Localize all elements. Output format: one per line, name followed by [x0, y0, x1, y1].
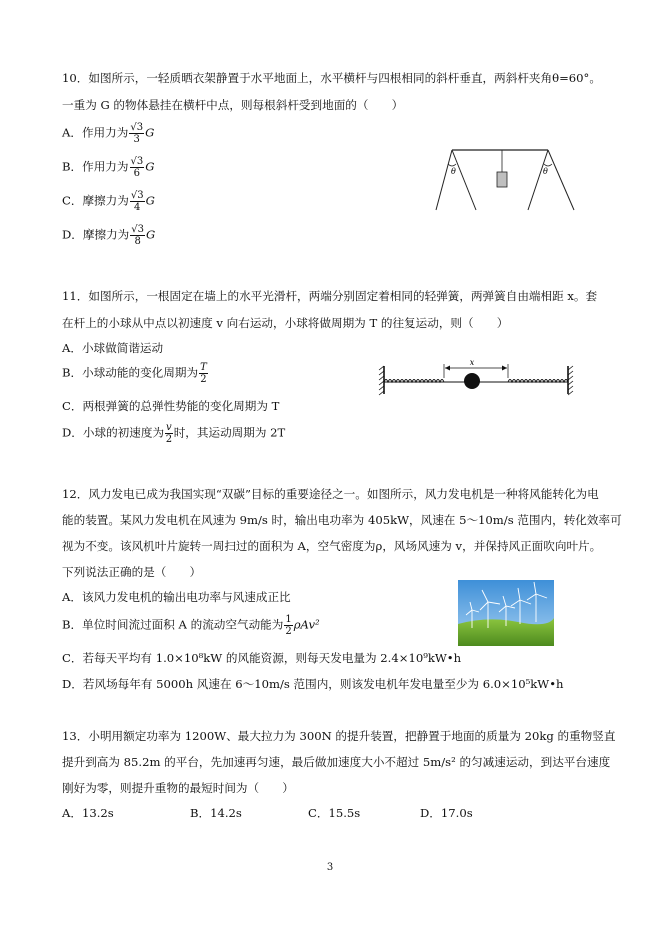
q13-choice-a: A．13.2s [62, 806, 114, 820]
q10-option-a: A．作用力为 $\frac{√3}{3}$ G [62, 122, 155, 145]
q13-choice-c: C．15.5s [308, 806, 361, 820]
q12-option-a: A．该风力发电机的输出电功率与风速成正比 [62, 590, 291, 604]
q11-option-d: D．小球的初速度为 $\frac{v}{2}$ 时，其运动周期为 2T [62, 422, 286, 445]
q10-option-c: C．摩擦力为 $\frac{√3}{4}$ G [62, 190, 155, 213]
q13-line3: 刚好为零，则提升重物的最短时间为（ ） [62, 781, 294, 795]
q11-option-c: C．两根弹簧的总弹性势能的变化周期为 T [62, 399, 280, 413]
x-label: x [469, 358, 475, 367]
q12-option-b: B．单位时间流过面积 A 的流动空气动能为 $\frac{1}{2}$ ρAv² [62, 614, 320, 637]
q12-line3: 视为不变。该风机叶片旋转一周扫过的面积为 A，空气密度为ρ，风场风速为 v，并保持风正面吹向叶片。 [62, 539, 602, 553]
spring-ball-figure [378, 358, 574, 396]
q12-line4: 下列说法正确的是（ ） [62, 565, 202, 579]
theta-label-left: θ [451, 167, 456, 176]
q12-option-c: C．若每天平均有 1.0×10⁸kW 的风能资源，则每天发电量为 2.4×10⁹kW•h [62, 651, 462, 665]
q13-choices [62, 805, 473, 821]
theta-label-right: θ [543, 167, 548, 176]
page-number: 3 [326, 862, 334, 873]
q11-line2: 在杆上的小球从中点以初速度 v 向右运动，小球将做周期为 T 的往复运动，则（ ） [62, 316, 509, 330]
q13-choice-b: B．14.2s [190, 806, 242, 820]
q10-line1: 10．如图所示，一轻质晒衣架静置于水平地面上，水平横杆与四根相同的斜杆垂直，两斜杆夹角θ=60°。 [62, 71, 601, 85]
q11-option-a: A．小球做简谐运动 [62, 341, 164, 355]
wind-turbine-photo [458, 580, 554, 646]
q12-line2: 能的装置。某风力发电机在风速为 9m/s 时，输出电功率为 405kW，风速在 5～10m/s 范围内，转化效率可 [62, 513, 622, 527]
q13-line1: 13．小明用额定功率为 1200W、最大拉力为 300N 的提升装置，把静置于地面的质量为 20kg 的重物竖直 [62, 729, 616, 743]
q10-option-d: D．摩擦力为 $\frac{√3}{8}$ G [62, 224, 156, 247]
hanging-weight [497, 172, 507, 187]
q12-line1: 12．风力发电已成为我国实现“双碳”目标的重要途径之一。如图所示，风力发电机是一种将风能转化为电 [62, 487, 599, 501]
q12-option-d: D．若风场每年有 5000h 风速在 6～10m/s 范围内，则该发电机年发电量至少为 6.0×10⁵kW•h [62, 677, 564, 691]
ball [464, 373, 480, 389]
q13-line2: 提升到高为 85.2m 的平台，先加速再匀速，最后做加速度大小不超过 5m/s² 的匀减速运动，到达平台速度 [62, 755, 611, 769]
q10-line2: 一重为 G 的物体悬挂在横杆中点，则每根斜杆受到地面的（ ） [62, 98, 404, 112]
q11-line1: 11．如图所示，一根固定在墙上的水平光滑杆，两端分别固定着相同的轻弹簧，两弹簧自由端相距 x。套 [62, 289, 598, 303]
clothes-rack-figure [430, 140, 580, 212]
q13-choice-d: D．17.0s [420, 806, 473, 820]
q10-option-b: B．作用力为 $\frac{√3}{6}$ G [62, 156, 155, 179]
q11-option-b: B．小球动能的变化周期为 $\frac{T}{2}$ [62, 362, 207, 385]
